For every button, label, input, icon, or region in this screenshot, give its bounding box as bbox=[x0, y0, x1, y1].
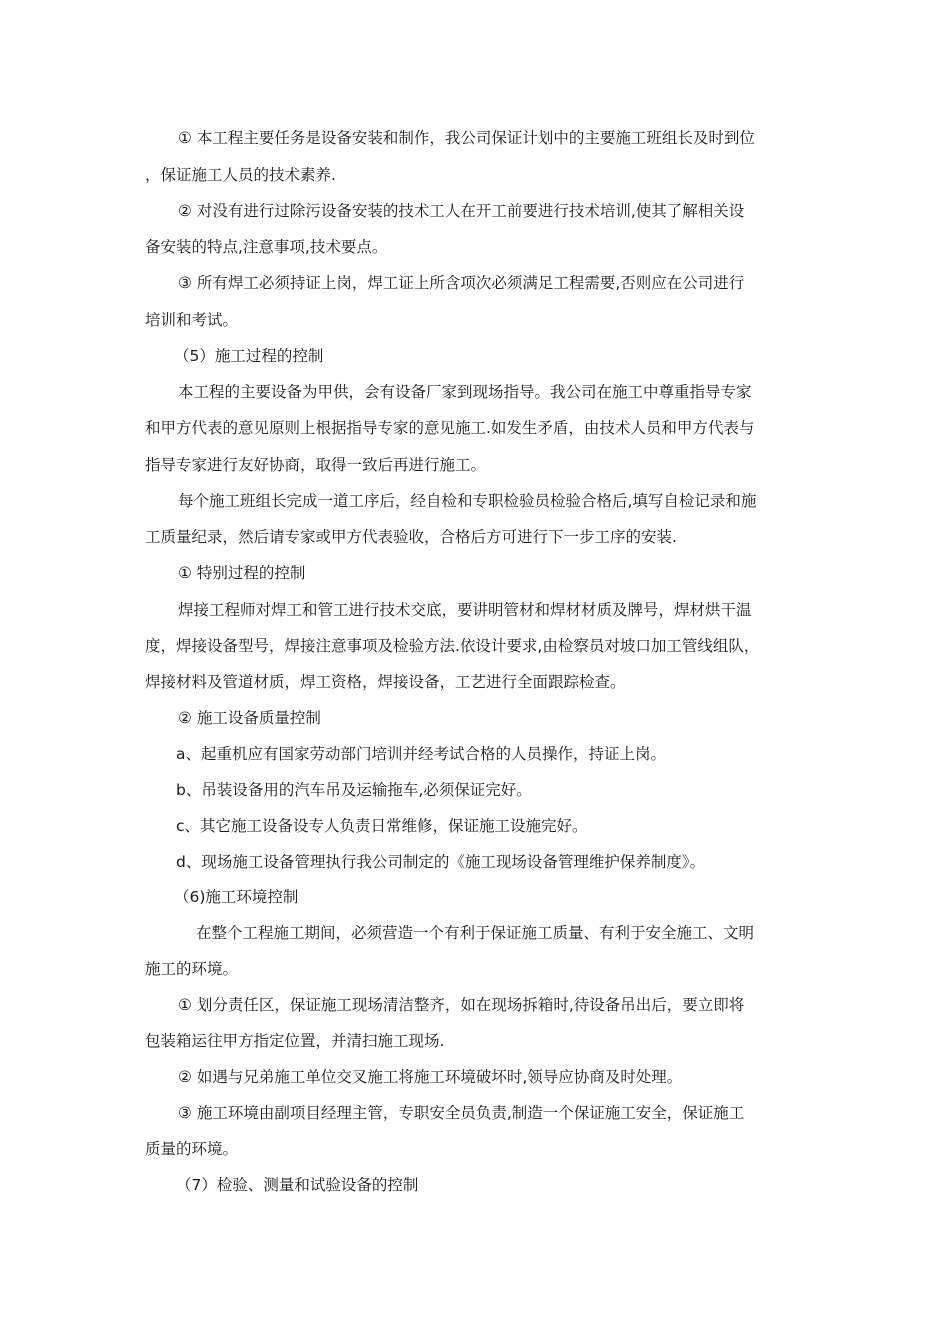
list-item: a、起重机应有国家劳动部门培训并经考试合格的人员操作，持证上岗。 bbox=[176, 745, 667, 763]
paragraph-line: 包装箱运往甲方指定位置，并清扫施工现场. bbox=[145, 1032, 445, 1050]
section-heading: （7）检验、测量和试验设备的控制 bbox=[176, 1176, 419, 1194]
paragraph-line: 施工的环境。 bbox=[145, 960, 239, 978]
paragraph-line: ① 本工程主要任务是设备安装和制作，我公司保证计划中的主要施工班组长及时到位 bbox=[178, 129, 755, 147]
paragraph-line: 焊接工程师对焊工和管工进行技术交底，要讲明管材和焊材材质及牌号，焊材烘干温 bbox=[178, 601, 752, 619]
paragraph-line: 度，焊接设备型号，焊接注意事项及检验方法.依设计要求,由检察员对坡口加工管线组队， bbox=[145, 637, 760, 655]
list-item: b、吊装设备用的汽车吊及运输拖车,必须保证完好。 bbox=[176, 781, 532, 799]
section-heading: （6)施工环境控制 bbox=[174, 888, 299, 906]
paragraph-line: 质量的环境。 bbox=[145, 1140, 239, 1158]
paragraph-line: 备安装的特点,注意事项,技术要点。 bbox=[145, 238, 388, 256]
paragraph-line: 指导专家进行友好协商，取得一致后再进行施工。 bbox=[145, 456, 487, 474]
paragraph-line: ③ 施工环境由副项目经理主管，专职安全员负责,制造一个保证施工安全，保证施工 bbox=[178, 1104, 745, 1122]
subsection-heading: ① 特别过程的控制 bbox=[178, 564, 306, 582]
paragraph-line: 和甲方代表的意见原则上根据指导专家的意见施工.如发生矛盾，由技术人员和甲方代表与 bbox=[145, 419, 755, 437]
paragraph-line: ，保证施工人员的技术素养. bbox=[145, 166, 336, 184]
paragraph-line: 焊接材料及管道材质，焊工资格，焊接设备，工艺进行全面跟踪检查。 bbox=[145, 673, 626, 691]
list-item: d、现场施工设备管理执行我公司制定的《施工现场设备管理维护保养制度》。 bbox=[176, 853, 706, 871]
paragraph-line: 本工程的主要设备为甲供，会有设备厂家到现场指导。我公司在施工中尊重指导专家 bbox=[178, 383, 752, 401]
subsection-heading: ② 施工设备质量控制 bbox=[178, 709, 321, 727]
paragraph-line: ① 划分责任区，保证施工现场清洁整齐，如在现场拆箱时,待设备吊出后，要立即将 bbox=[178, 996, 745, 1014]
list-item: c、其它施工设备设专人负责日常维修，保证施工设施完好。 bbox=[176, 817, 588, 835]
paragraph-line: ③ 所有焊工必须持证上岗，焊工证上所含项次必须满足工程需要,否则应在公司进行 bbox=[178, 274, 745, 292]
paragraph-line: 工质量纪录，然后请专家或甲方代表验收，合格后方可进行下一步工序的安装. bbox=[145, 528, 677, 546]
section-heading: （5）施工过程的控制 bbox=[174, 347, 324, 365]
paragraph-line: 在整个工程施工期间，必须营造一个有利于保证施工质量、有利于安全施工、文明 bbox=[196, 924, 755, 942]
paragraph-line: 每个施工班组长完成一道工序后，经自检和专职检验员检验合格后,填写自检记录和施 bbox=[178, 492, 757, 510]
paragraph-line: 培训和考试。 bbox=[145, 311, 239, 329]
paragraph-line: ② 对没有进行过除污设备安装的技术工人在开工前要进行技术培训,使其了解相关设 bbox=[178, 202, 745, 220]
paragraph-line: ② 如遇与兄弟施工单位交叉施工将施工环境破坏时,领导应协商及时处理。 bbox=[178, 1068, 683, 1086]
